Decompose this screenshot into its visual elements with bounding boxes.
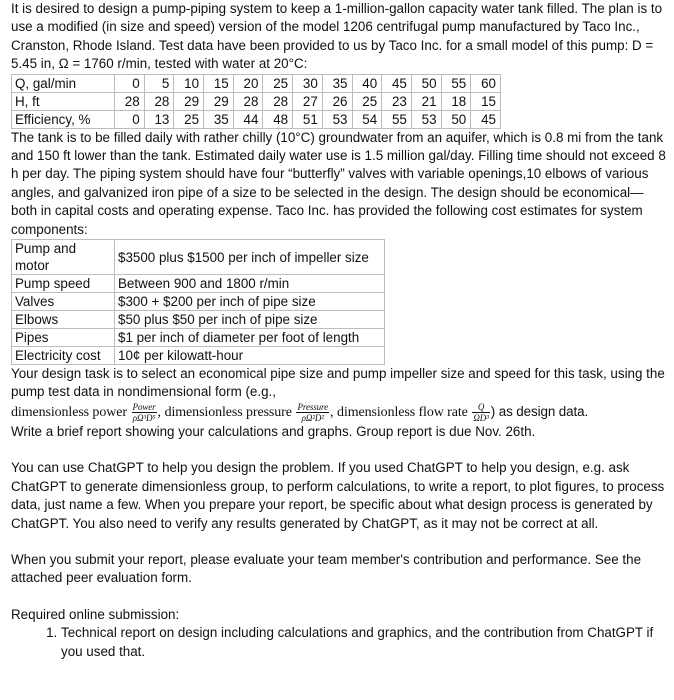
pressure-fraction: $\frac{\text{Pressure}}{\text{ρΩ²D²}}$	[297, 401, 329, 423]
table-cell: 26	[322, 92, 352, 110]
power-fraction: $\frac{\text{Power}}{\text{ρΩ³D⁵}}$	[132, 401, 156, 423]
table-cell: 29	[174, 92, 204, 110]
table-cell: 28	[263, 92, 293, 110]
table-cell: 53	[411, 110, 441, 128]
table-cell: 50	[411, 74, 441, 92]
cost-item: Pump and motor	[12, 240, 115, 275]
power-label: dimensionless power	[11, 404, 127, 420]
task-paragraph-line3: Write a brief report showing your calculations and graphs. Group report is due Nov. 26th.	[11, 423, 536, 439]
cost-table	[11, 239, 385, 365]
row-label: Efficiency, %	[12, 110, 115, 128]
cost-item: Elbows	[12, 311, 115, 329]
table-row	[12, 92, 501, 110]
table-cell: 30	[293, 74, 323, 92]
pump-test-table	[11, 74, 501, 129]
table-cell: 21	[411, 92, 441, 110]
table-row	[12, 110, 501, 128]
table-cell: 5	[144, 74, 174, 92]
table-row	[12, 275, 385, 293]
table-cell: 28	[115, 92, 145, 110]
table-cell: 15	[471, 92, 501, 110]
table-cell: 15	[204, 74, 234, 92]
table-cell: 35	[322, 74, 352, 92]
cost-item: Pump speed	[12, 275, 115, 293]
table-row	[12, 240, 385, 275]
table-row	[12, 74, 501, 92]
table-cell: 29	[204, 92, 234, 110]
cost-item: Valves	[12, 293, 115, 311]
table-cell: 23	[382, 92, 412, 110]
flow-label: dimensionless flow rate	[337, 404, 468, 420]
table-cell: 35	[204, 110, 234, 128]
cost-item: Pipes	[12, 329, 115, 347]
table-cell: 25	[263, 74, 293, 92]
table-cell: 53	[322, 110, 352, 128]
table-row	[12, 329, 385, 347]
cost-value: $300 + $200 per inch of pipe size	[115, 293, 385, 311]
description-paragraph: The tank is to be filled daily with rather chilly (10°C) groundwater from an aquifer, which is 0.8 mi from the tank and 150 ft lower than the tank. Estimated daily water use is 1.5 million gal/day. Filling time should not exceed 8 h per day. The piping system should have four “butterfly” valves with variable openings,10 elbows of various angles, and galvanized iron pipe of a size to be selected in the design. The design should be economical—both in capital costs and operating expense. Taco Inc. has provided the following cost estimates for system components:	[11, 129, 666, 237]
cost-value: $50 plus $50 per inch of pipe size	[115, 311, 385, 329]
table-cell: 27	[293, 92, 323, 110]
table-cell: 28	[233, 92, 263, 110]
table-cell: 0	[115, 74, 145, 92]
table-cell: 44	[233, 110, 263, 128]
table-row	[12, 347, 385, 365]
table-cell: 25	[174, 110, 204, 128]
table-cell: 60	[471, 74, 501, 92]
table-row	[12, 293, 385, 311]
intro-paragraph: It is desired to design a pump-piping system to keep a 1-million-gallon capacity water tank filled. The plan is to use a modified (in size and speed) version of the model 1206 centrifugal pump manufactured by Taco Inc., Cranston, Rhode Island. Test data have been provided to us by Taco Inc. for a small model of this pump: D = 5.45 in, Ω = 1760 r/min, tested with water at 20°C:	[11, 1, 663, 72]
flow-fraction: $\frac{Q}{\text{ΩD³}}$	[473, 401, 489, 423]
table-cell: 28	[144, 92, 174, 110]
table-cell: 55	[441, 74, 471, 92]
formula-suffix: ) as design data.	[490, 403, 589, 419]
table-cell: 54	[352, 110, 382, 128]
table-cell: 13	[144, 110, 174, 128]
task-formula-line: dimensionless power $\frac{\text{Power}}{\text{ρΩ³D⁵}}$ , dimensionless pressure $\frac{\text{Pressure}}{\text{ρΩ²D²}}$ , dimensionless flow rate $\frac{Q}{\text{ΩD³}}$ ) as design data.	[11, 401, 589, 423]
submission-item: 1. Technical report on design including calculations and graphics, and the contribution from ChatGPT if you used that.	[61, 624, 666, 661]
table-cell: 25	[352, 92, 382, 110]
table-cell: 55	[382, 110, 412, 128]
table-cell: 50	[441, 110, 471, 128]
cost-value: $1 per inch of diameter per foot of length	[115, 329, 385, 347]
submission-heading: Required online submission:	[11, 606, 180, 622]
table-cell: 10	[174, 74, 204, 92]
table-cell: 18	[441, 92, 471, 110]
table-cell: 45	[471, 110, 501, 128]
table-cell: 40	[352, 74, 382, 92]
chatgpt-paragraph: You can use ChatGPT to help you design the problem. If you used ChatGPT to help you design, e.g. ask ChatGPT to generate dimensionless group, to perform calculations, to write a report, to plot figures, to process data, just name a few. When you prepare your report, be specific about what design process is generated by ChatGPT. You also need to verify any results generated by ChatGPT, as it may not be correct at all.	[11, 460, 665, 531]
cost-value: $3500 plus $1500 per inch of impeller size	[115, 240, 385, 275]
table-row	[12, 311, 385, 329]
document	[11, 0, 666, 661]
submission-list	[11, 624, 666, 661]
table-cell: 51	[293, 110, 323, 128]
task-paragraph-line1: Your design task is to select an economical pipe size and pump impeller size and speed for this task, using the pump test data in nondimensional form (e.g.,	[11, 366, 665, 400]
table-cell: 45	[382, 74, 412, 92]
cost-value: 10¢ per kilowatt-hour	[115, 347, 385, 365]
cost-value: Between 900 and 1800 r/min	[115, 275, 385, 293]
row-label: H, ft	[12, 92, 115, 110]
table-cell: 48	[263, 110, 293, 128]
pressure-label: dimensionless pressure	[164, 404, 292, 420]
table-cell: 0	[115, 110, 145, 128]
cost-item: Electricity cost	[12, 347, 115, 365]
peer-evaluation-paragraph: When you submit your report, please evaluate your team member's contribution and performance. See the attached peer evaluation form.	[11, 551, 642, 586]
table-cell: 20	[233, 74, 263, 92]
row-label: Q, gal/min	[12, 74, 115, 92]
